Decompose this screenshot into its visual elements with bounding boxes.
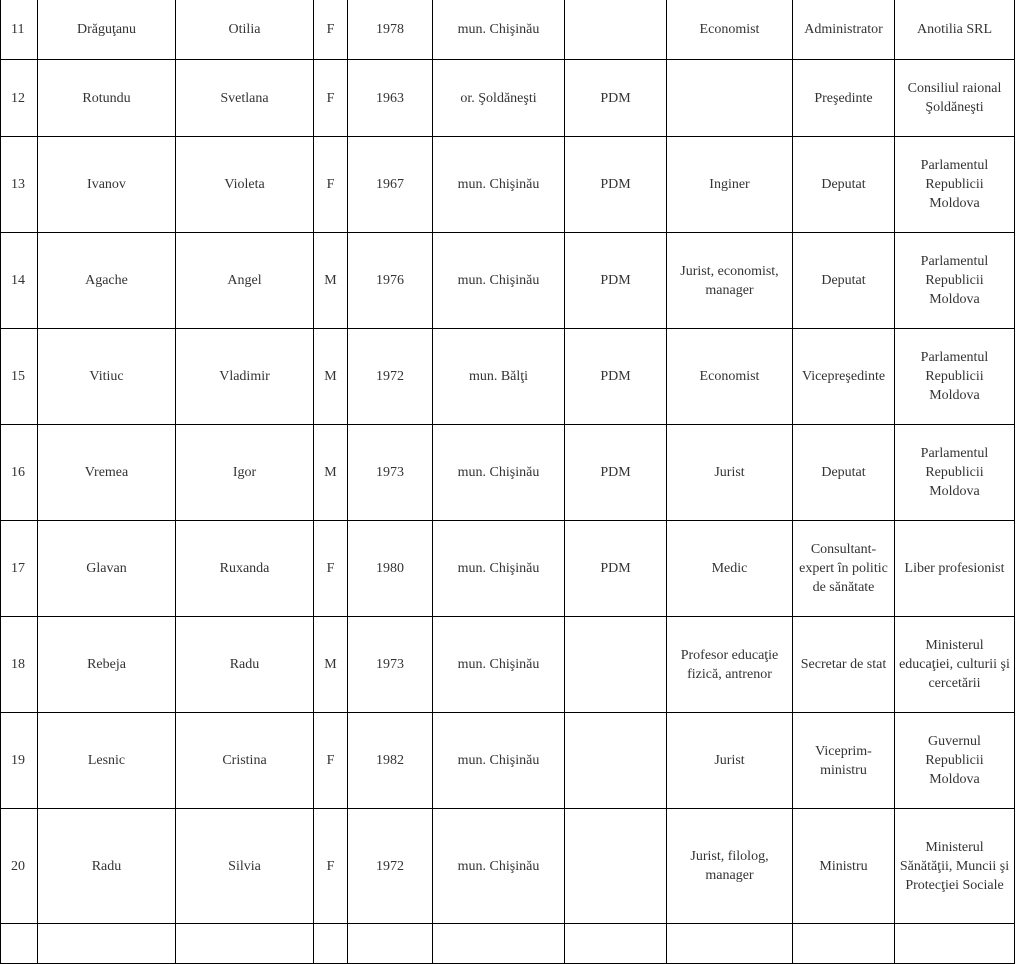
birth-year-cell: 1980: [348, 521, 433, 617]
last-name-cell: Glavan: [38, 521, 176, 617]
profession-cell: Inginer: [667, 137, 793, 233]
birth-year-cell: 1963: [348, 60, 433, 137]
workplace-cell: Parlamentul Republicii Moldova: [895, 425, 1015, 521]
workplace-cell: Ministerul educaţiei, culturii şi cercetării: [895, 617, 1015, 713]
party-cell: [565, 809, 667, 924]
sex-cell: [314, 924, 348, 964]
profession-cell: [667, 924, 793, 964]
birth-year-cell: 1976: [348, 233, 433, 329]
profession-cell: Jurist, filolog, manager: [667, 809, 793, 924]
profession-cell: Economist: [667, 0, 793, 60]
birth-year-cell: [348, 924, 433, 964]
party-cell: PDM: [565, 60, 667, 137]
table-row: [1, 233, 1015, 329]
first-name-cell: Silvia: [176, 809, 314, 924]
party-cell: [565, 924, 667, 964]
workplace-cell: Liber profesionist: [895, 521, 1015, 617]
workplace-cell: Anotilia SRL: [895, 0, 1015, 60]
row-number-cell: 18: [1, 617, 38, 713]
birth-year-cell: 1972: [348, 809, 433, 924]
birth-year-cell: 1973: [348, 425, 433, 521]
first-name-cell: Violeta: [176, 137, 314, 233]
sex-cell: F: [314, 809, 348, 924]
locality-cell: [433, 924, 565, 964]
last-name-cell: [38, 924, 176, 964]
locality-cell: mun. Bălţi: [433, 329, 565, 425]
table-row: [1, 329, 1015, 425]
position-cell: Ministru: [793, 809, 895, 924]
workplace-cell: Parlamentul Republicii Moldova: [895, 233, 1015, 329]
locality-cell: mun. Chişinău: [433, 521, 565, 617]
row-number-cell: 11: [1, 0, 38, 60]
position-cell: Viceprim-ministru: [793, 713, 895, 809]
sex-cell: F: [314, 713, 348, 809]
locality-cell: mun. Chişinău: [433, 425, 565, 521]
first-name-cell: Vladimir: [176, 329, 314, 425]
workplace-cell: Parlamentul Republicii Moldova: [895, 329, 1015, 425]
first-name-cell: Radu: [176, 617, 314, 713]
workplace-cell: [895, 924, 1015, 964]
last-name-cell: Rebeja: [38, 617, 176, 713]
birth-year-cell: 1973: [348, 617, 433, 713]
table-row: [1, 60, 1015, 137]
sex-cell: M: [314, 425, 348, 521]
workplace-cell: Guvernul Republicii Moldova: [895, 713, 1015, 809]
birth-year-cell: 1978: [348, 0, 433, 60]
position-cell: Deputat: [793, 425, 895, 521]
first-name-cell: Otilia: [176, 0, 314, 60]
party-cell: PDM: [565, 329, 667, 425]
profession-cell: Jurist: [667, 713, 793, 809]
profession-cell: Jurist: [667, 425, 793, 521]
first-name-cell: Ruxanda: [176, 521, 314, 617]
workplace-cell: Consiliul raional Şoldăneşti: [895, 60, 1015, 137]
last-name-cell: Vitiuc: [38, 329, 176, 425]
row-number-cell: 14: [1, 233, 38, 329]
first-name-cell: [176, 924, 314, 964]
sex-cell: M: [314, 617, 348, 713]
workplace-cell: Parlamentul Republicii Moldova: [895, 137, 1015, 233]
last-name-cell: Drăguţanu: [38, 0, 176, 60]
locality-cell: mun. Chişinău: [433, 713, 565, 809]
party-cell: [565, 0, 667, 60]
sex-cell: F: [314, 137, 348, 233]
first-name-cell: Svetlana: [176, 60, 314, 137]
profession-cell: [667, 60, 793, 137]
last-name-cell: Agache: [38, 233, 176, 329]
table-row: [1, 713, 1015, 809]
sex-cell: F: [314, 521, 348, 617]
profession-cell: Jurist, economist, manager: [667, 233, 793, 329]
sex-cell: M: [314, 329, 348, 425]
locality-cell: or. Şoldăneşti: [433, 60, 565, 137]
profession-cell: Profesor educaţie fizică, antrenor: [667, 617, 793, 713]
position-cell: Deputat: [793, 137, 895, 233]
profession-cell: Medic: [667, 521, 793, 617]
profession-cell: Economist: [667, 329, 793, 425]
row-number-cell: 15: [1, 329, 38, 425]
birth-year-cell: 1967: [348, 137, 433, 233]
row-number-cell: 16: [1, 425, 38, 521]
locality-cell: mun. Chişinău: [433, 809, 565, 924]
workplace-cell: Ministerul Sănătăţii, Muncii şi Protecţiei Sociale: [895, 809, 1015, 924]
sex-cell: F: [314, 0, 348, 60]
table-row: [1, 137, 1015, 233]
row-number-cell: 12: [1, 60, 38, 137]
birth-year-cell: 1982: [348, 713, 433, 809]
first-name-cell: Igor: [176, 425, 314, 521]
position-cell: Administrator: [793, 0, 895, 60]
row-number-cell: 20: [1, 809, 38, 924]
table-row: [1, 617, 1015, 713]
table-row: [1, 425, 1015, 521]
position-cell: Consultant-expert în politic de sănătate: [793, 521, 895, 617]
last-name-cell: Radu: [38, 809, 176, 924]
last-name-cell: Lesnic: [38, 713, 176, 809]
table-row: [1, 0, 1015, 60]
row-number-cell: [1, 924, 38, 964]
sex-cell: F: [314, 60, 348, 137]
last-name-cell: Ivanov: [38, 137, 176, 233]
position-cell: Secretar de stat: [793, 617, 895, 713]
party-cell: PDM: [565, 137, 667, 233]
locality-cell: mun. Chişinău: [433, 617, 565, 713]
row-number-cell: 13: [1, 137, 38, 233]
party-cell: PDM: [565, 233, 667, 329]
party-cell: PDM: [565, 425, 667, 521]
table-row: [1, 521, 1015, 617]
locality-cell: mun. Chişinău: [433, 137, 565, 233]
table-row: [1, 924, 1015, 964]
birth-year-cell: 1972: [348, 329, 433, 425]
row-number-cell: 17: [1, 521, 38, 617]
party-cell: PDM: [565, 521, 667, 617]
locality-cell: mun. Chişinău: [433, 233, 565, 329]
locality-cell: mun. Chişinău: [433, 0, 565, 60]
table-body: [1, 0, 1015, 964]
position-cell: [793, 924, 895, 964]
last-name-cell: Vremea: [38, 425, 176, 521]
sex-cell: M: [314, 233, 348, 329]
last-name-cell: Rotundu: [38, 60, 176, 137]
first-name-cell: Cristina: [176, 713, 314, 809]
position-cell: Vicepreşedinte: [793, 329, 895, 425]
party-cell: [565, 713, 667, 809]
row-number-cell: 19: [1, 713, 38, 809]
party-cell: [565, 617, 667, 713]
position-cell: Deputat: [793, 233, 895, 329]
table-row: [1, 809, 1015, 924]
position-cell: Preşedinte: [793, 60, 895, 137]
first-name-cell: Angel: [176, 233, 314, 329]
